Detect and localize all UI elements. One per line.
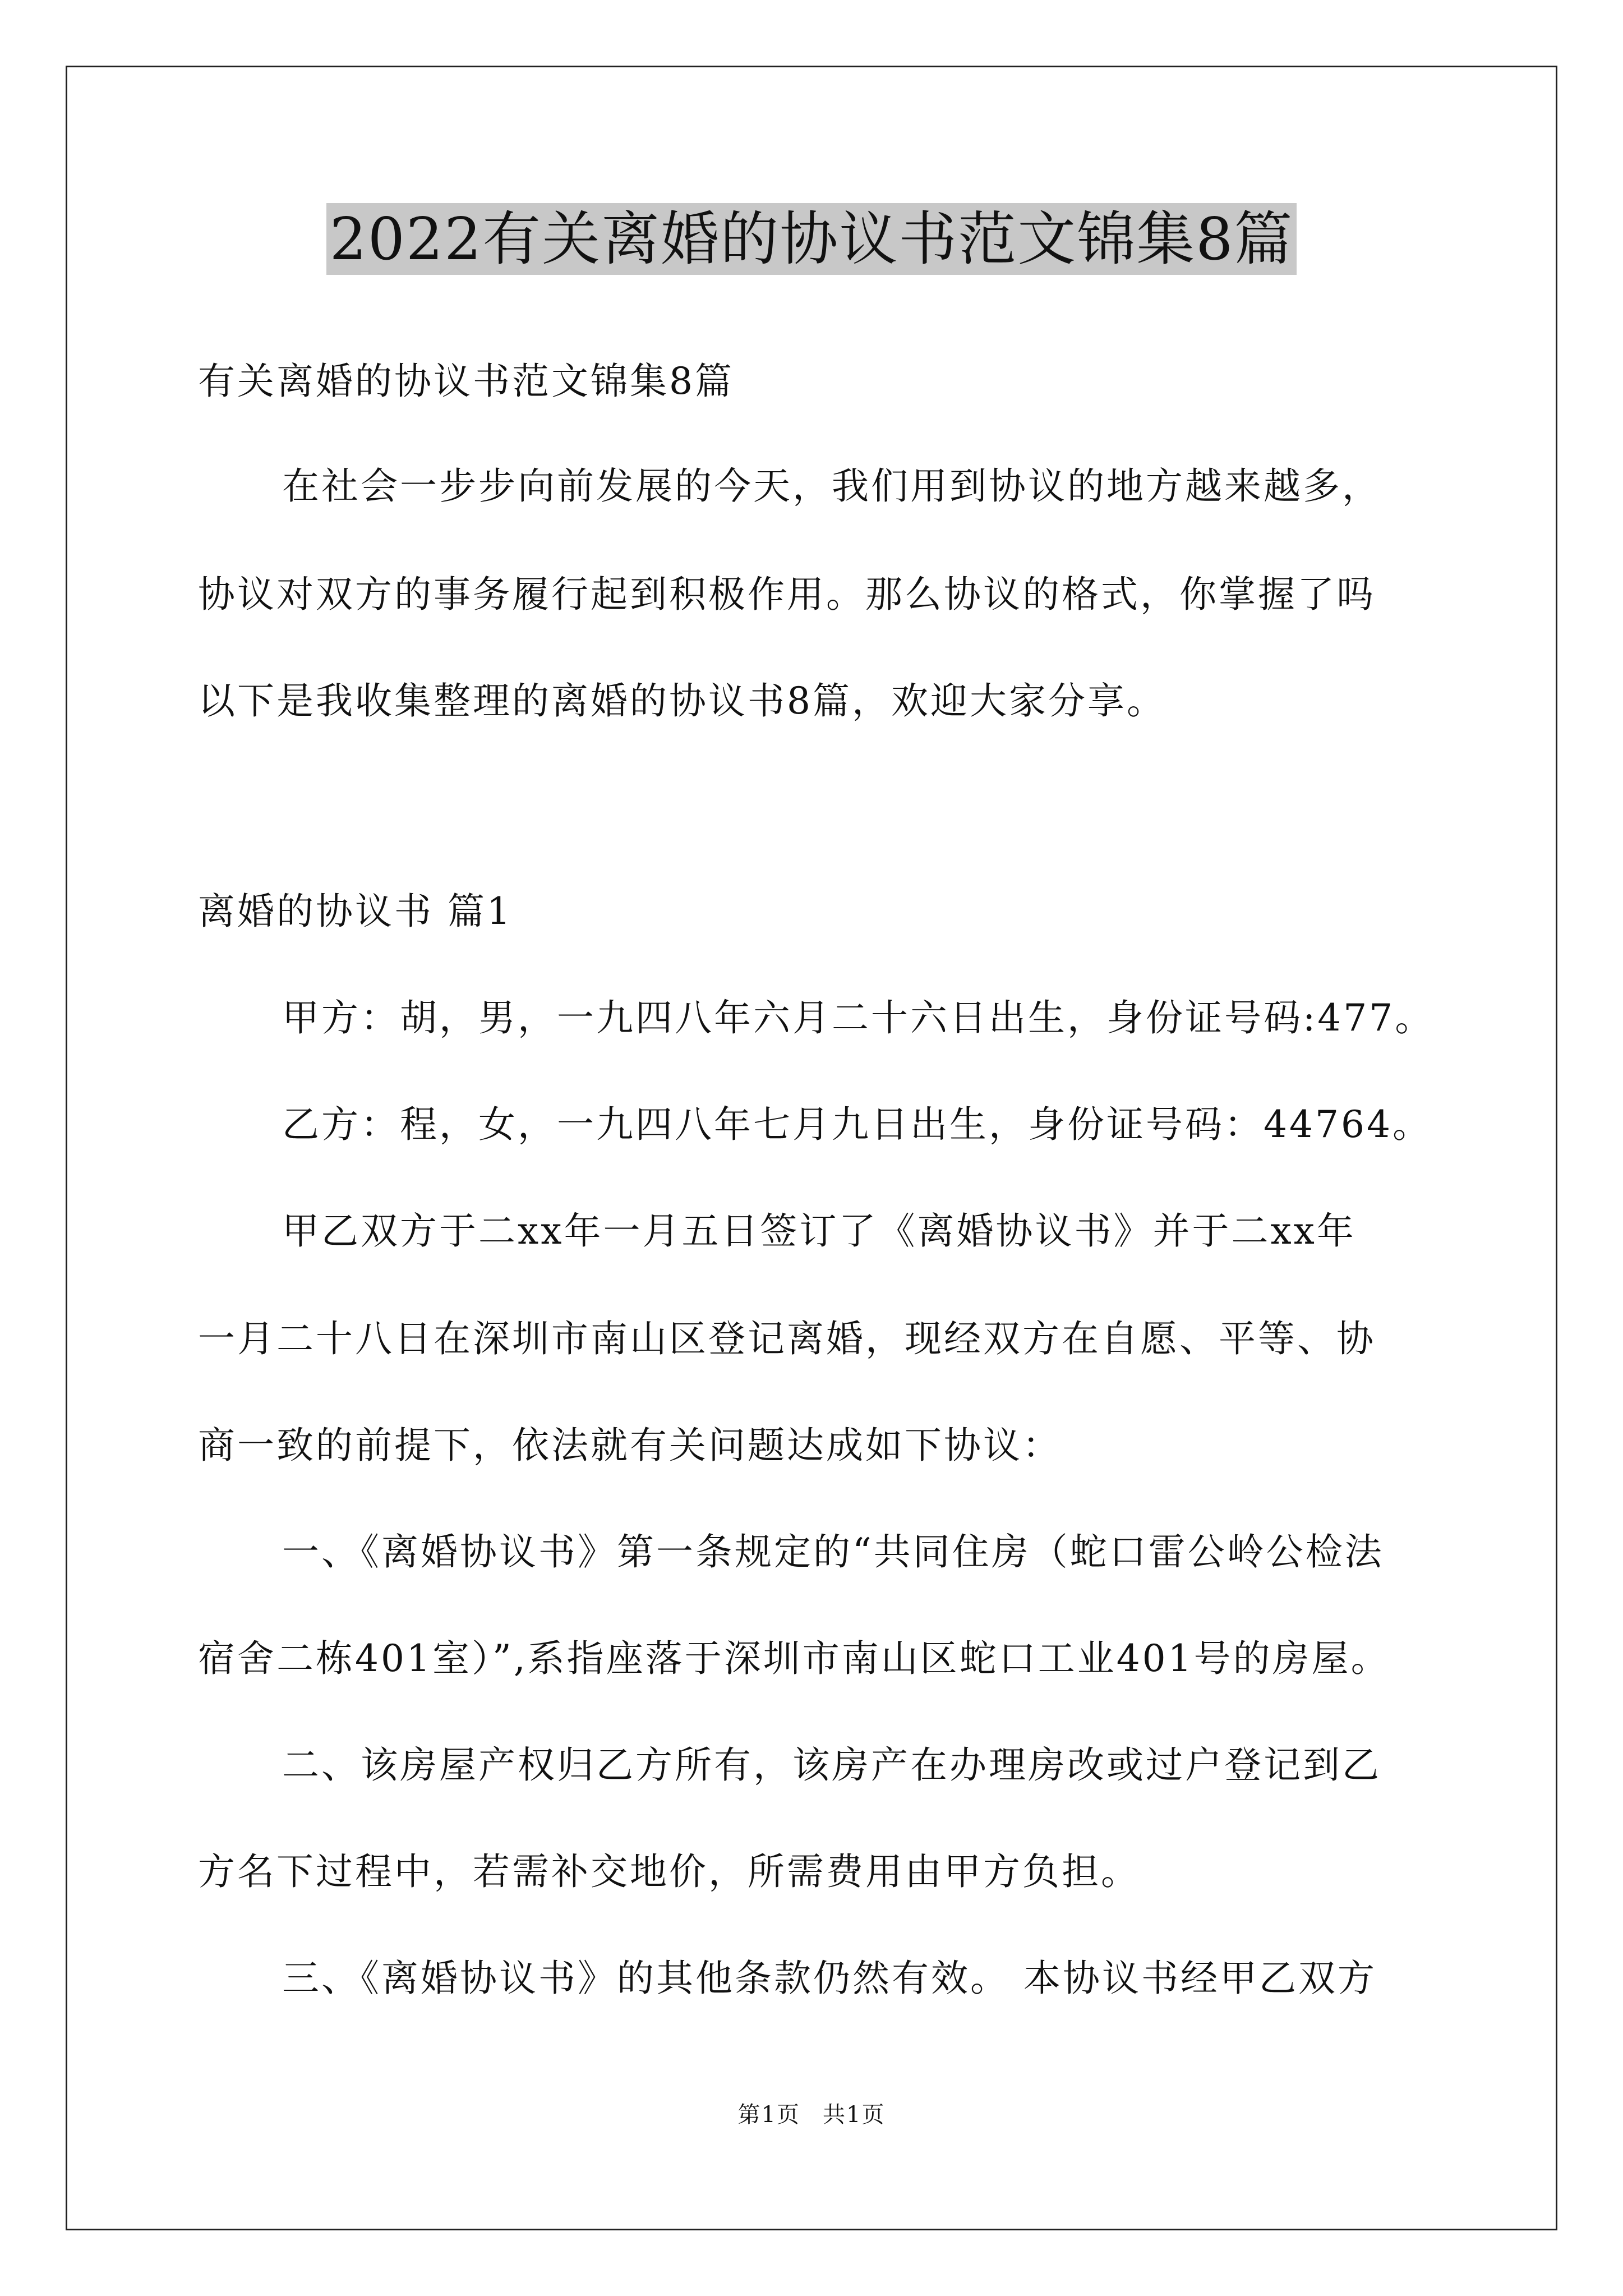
intro-line-1: 在社会一步步向前发展的今天，我们用到协议的地方越来越多， <box>282 464 1381 508</box>
document-subtitle: 有关离婚的协议书范文锦集8篇 <box>198 360 734 403</box>
body-line-10: 三、《离婚协议书》的其他条款仍然有效。 本协议书经甲乙双方 <box>282 1957 1377 2000</box>
body-line-8: 二、该房屋产权归乙方所有，该房产在办理房改或过户登记到乙 <box>282 1743 1381 1787</box>
body-line-9: 方名下过程中，若需补交地价，所需费用由甲方负担。 <box>198 1850 1140 1893</box>
intro-line-3: 以下是我收集整理的离婚的协议书8篇，欢迎大家分享。 <box>198 679 1166 723</box>
title-wrapper <box>0 203 1623 275</box>
page-number: 第1页 <box>737 2102 800 2128</box>
body-line-1: 甲方：胡，男，一九四八年六月二十六日出生，身份证号码:477。 <box>282 996 1435 1039</box>
intro-line-2: 协议对双方的事务履行起到积极作用。那么协议的格式，你掌握了吗 <box>198 573 1376 616</box>
page-footer <box>0 2101 1623 2129</box>
body-line-2: 乙方：程，女，一九四八年七月九日出生，身份证号码：44764。 <box>282 1103 1432 1146</box>
body-line-4: 一月二十八日在深圳市南山区登记离婚，现经双方在自愿、平等、协 <box>198 1317 1376 1360</box>
page-total: 共1页 <box>823 2102 886 2128</box>
body-line-5: 商一致的前提下，依法就有关问题达成如下协议： <box>198 1424 1062 1467</box>
body-line-6: 一、《离婚协议书》第一条规定的“共同住房（蛇口雷公岭公检法 <box>282 1530 1384 1573</box>
section-heading: 离婚的协议书 篇1 <box>198 890 513 933</box>
body-line-7: 宿舍二栋401室）”,系指座落于深圳市南山区蛇口工业401号的房屋。 <box>198 1637 1390 1680</box>
body-line-3: 甲乙双方于二xx年一月五日签订了《离婚协议书》并于二xx年 <box>282 1209 1356 1253</box>
document-title: 2022有关离婚的协议书范文锦集8篇 <box>326 203 1297 275</box>
